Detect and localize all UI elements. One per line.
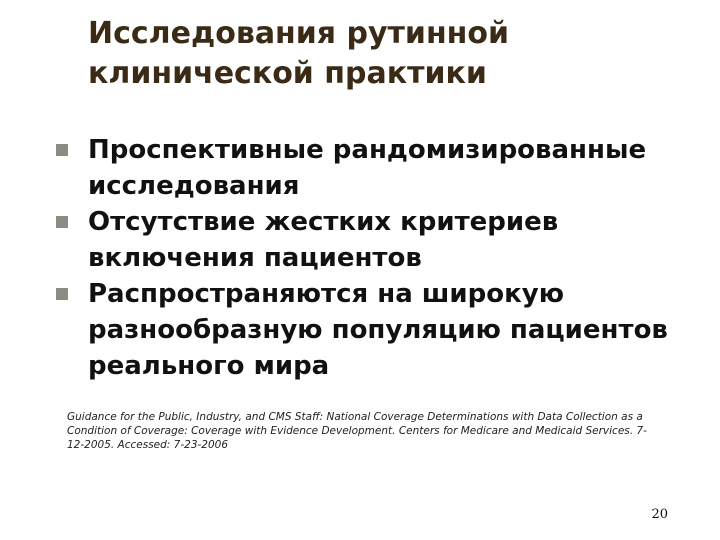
bullet-list [56, 132, 686, 384]
bullet-item [56, 204, 686, 276]
bullet-item [56, 132, 686, 204]
square-bullet-icon [56, 216, 68, 228]
square-bullet-icon [56, 288, 68, 300]
bullet-text: Проспективные рандомизированные исследования [88, 135, 647, 201]
citation-text: Guidance for the Public, Industry, and CMS Staff: National Coverage Determinations with Data Collection as a Condition of Coverage: Coverage with Evidence Development. Centers for Medicare and Medicaid Services. 7-12-2005. Accessed: 7-23-2006 [67, 411, 647, 451]
page-number: 20 [651, 507, 668, 522]
bullet-text: Отсутствие жестких критериев включения пациентов [88, 207, 559, 273]
square-bullet-icon [56, 144, 68, 156]
slide-title: Исследования рутинной клинической практики [88, 16, 510, 91]
bullet-item [56, 276, 686, 384]
bullet-text: Распространяются на широкую разнообразную популяцию пациентов реального мира [88, 279, 668, 381]
